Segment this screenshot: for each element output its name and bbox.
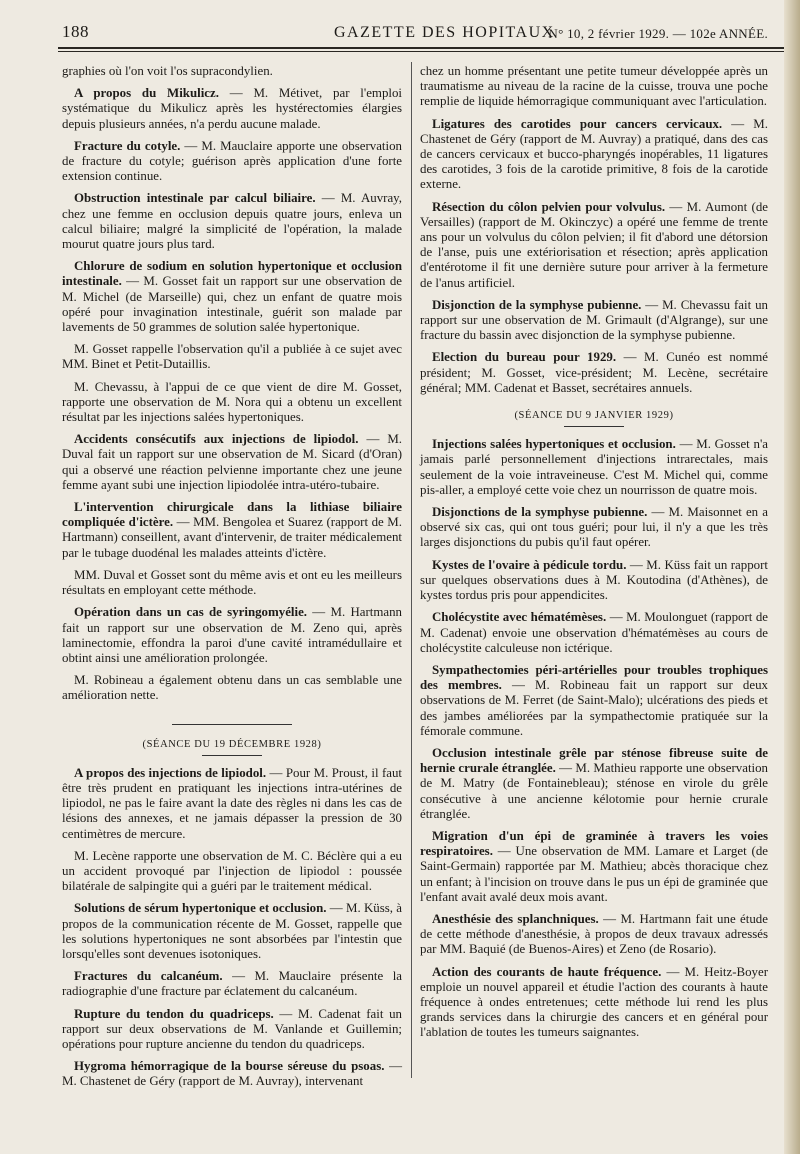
- article-text: — M. Cunéo est nommé président; M. Gosset, vice-président; M. Lecène, secrétaire général; MM. Cadenat et Basset, secrétaires annuels.: [420, 350, 768, 395]
- article-paragraph: [62, 191, 402, 252]
- article-title: Injections salées hypertoniques et occlusion.: [432, 437, 676, 452]
- article-paragraph: [62, 259, 402, 335]
- article-paragraph: [420, 64, 768, 110]
- issue-line: N° 10, 2 février 1929. — 102e ANNÉE.: [548, 26, 768, 41]
- article-text: — M. Chastenet de Géry (rapport de M. Auvray) a pratiqué, dans des cas de cancers cervicaux et bucco-pharyngés inopérables, 11 ligatures des carotides, 3 fois de la carotide primitive, 8 fois de la carotide externe.: [420, 116, 768, 192]
- article-paragraph: [420, 558, 768, 604]
- article-title: Occlusion intestinale grêle par sténose fibreuse suite de hernie crurale étranglée.: [420, 745, 768, 776]
- article-title: Cholécystite avec hématémèses.: [432, 610, 607, 625]
- page-number: 188: [62, 22, 89, 41]
- article-text: — M. Küss fait un rapport sur quelques observations dues à M. Koutodina (d'Athènes), de kystes tordus pris pour appendicites.: [420, 557, 768, 603]
- article-text: — M. Maisonnet en a observé six cas, qui ont tous guéri; pour lui, il n'y a que les très larges disjonctions du pubis qu'il faut opérer.: [420, 505, 768, 550]
- article-text: — M. Aumont (de Versailles) (rapport de M. Okinczyc) a opéré une femme de trente ans pour un volvulus du côlon pelvien; il fit d'abord une détorsion de l'anse, puis une extériorisation et résection; après application d'entérotome il fit une dernière suture pour arriver à la fermeture de l'anus artificiel.: [420, 199, 769, 290]
- article-paragraph: [420, 663, 768, 739]
- article-text: — M. Cadenat fait un rapport sur deux observations de M. Vanlande et Guillemin; opérations pour rupture ancienne du tendon du quadriceps.: [62, 1006, 402, 1051]
- article-title: A propos du Mikulicz.: [74, 86, 219, 101]
- article-title: Obstruction intestinale par calcul biliaire.: [74, 191, 316, 206]
- article-text: M. Robineau a également obtenu dans un cas semblable une amélioration nette.: [62, 673, 402, 703]
- article-text: — M. Métivet, par l'emploi systématique du Mikulicz après les hystérectomies élargies depuis plusieurs années, n'a perdu aucune malade.: [62, 86, 402, 131]
- header-rule-thick: [58, 47, 784, 49]
- article-paragraph: [420, 912, 768, 958]
- article-title: Fracture du cotyle.: [74, 138, 181, 153]
- article-text: — M. Hartmann fait une étude de cette méthode d'anesthésie, à propos de deux travaux adressés par MM. Baquié (de Buenos-Aires) et Zeno (de Rosario).: [420, 911, 768, 957]
- article-paragraph: [62, 1007, 402, 1053]
- article-text: — MM. Bengolea et Suarez (rapport de M. Hartmann) conseillent, avant d'intervenir, de traiter médicalement par le tubage duodénal les malades atteints d'ictère.: [62, 515, 402, 560]
- article-text: — M. Mauclaire apporte une observation de fracture du cotyle; guérison après application d'une forte extension continue.: [62, 138, 402, 184]
- article-paragraph: [62, 605, 402, 666]
- session-rule: [202, 755, 262, 756]
- header-rule-thin: [58, 51, 784, 52]
- article-title: A propos des injections de lipiodol.: [74, 765, 267, 780]
- article-text: — M. Robineau fait un rapport sur deux observations de M. Ferret (de Saint-Malo); ulcérations des pieds et des jambes améliorées par la sympathectomie pratiquée sur la fémorale commune.: [420, 678, 768, 738]
- article-text: — M. Heitz-Boyer emploie un nouvel appareil et étudie l'action des courants à haute fréquence à ondes entretenues; cette méthode lui rend les plus grands services dans la chirurgie des cancers et en général pour l'ablation de toutes les tumeurs saignantes.: [420, 964, 768, 1040]
- article-title: Ligatures des carotides pour cancers cervicaux.: [432, 116, 723, 131]
- article-paragraph: [62, 766, 402, 842]
- article-text: — M. Duval fait un rapport sur une observation de M. Sicard (d'Oran) qui a observé une réaction pelvienne importante chez une jeune femme ayant subi une injection lipiodolée intra-utéro-tubaire.: [62, 432, 402, 492]
- page-edge-shadow: [784, 0, 800, 1154]
- article-title: Anesthésie des splanchniques.: [432, 911, 599, 926]
- article-paragraph: [420, 117, 768, 193]
- article-text: — M. Gosset n'a jamais parlé personnellement d'injections intrarectales, mais seulement de la voie intraveineuse. C'est M. Michel qui, comme pis-aller, a employé cette voie chez un nourrisson de quatre mois.: [420, 437, 768, 497]
- article-paragraph: [420, 829, 768, 905]
- article-title: Accidents consécutifs aux injections de lipiodol.: [74, 432, 359, 447]
- article-text: M. Lecène rapporte une observation de M. C. Béclère qui a eu un accident provoqué par l'injection de lipiodol : poussée bilatérale de salpingite qui a guéri par le traitement médical.: [62, 848, 402, 894]
- article-title: Opération dans un cas de syringomyélie.: [74, 605, 308, 620]
- article-paragraph: [62, 86, 402, 132]
- article-text: — M. Mauclaire présente la radiographie d'une fracture par éclatement du calcanéum.: [62, 969, 402, 999]
- article-title: Election du bureau pour 1929.: [432, 350, 617, 365]
- journal-title: GAZETTE DES HOPITAUX: [334, 24, 555, 41]
- article-paragraph: [62, 342, 402, 372]
- article-title: Disjonctions de la symphyse pubienne.: [432, 505, 648, 520]
- article-paragraph: [62, 901, 402, 962]
- article-title: Solutions de sérum hypertonique et occlusion.: [74, 901, 327, 916]
- article-title: Chlorure de sodium en solution hypertonique et occlusion intestinale.: [62, 259, 402, 289]
- article-title: Rupture du tendon du quadriceps.: [74, 1006, 274, 1021]
- article-paragraph: [420, 200, 768, 291]
- article-paragraph: [420, 746, 768, 822]
- article-paragraph: [62, 139, 402, 185]
- article-title: Action des courants de haute fréquence.: [432, 964, 662, 979]
- article-title: Disjonction de la symphyse pubienne.: [432, 297, 642, 312]
- article-paragraph: [62, 380, 402, 426]
- article-paragraph: [62, 64, 402, 79]
- article-text: — M. Küss, à propos de la communication récente de M. Gosset, rappelle que les solutions hypertoniques ne sont absorbées par l'intestin que lorsqu'elles sont devenues isotoniques.: [62, 901, 403, 961]
- section-rule: [172, 724, 292, 725]
- article-text: — M. Moulonguet (rapport de M. Cadenat) envoie une observation d'hématémèses au cours de cholécystite calculeuse non ictérique.: [420, 610, 769, 655]
- article-text: — M. Auvray, chez une femme en occlusion depuis quatre jours, enleva un calcul biliaire; malgré la simplicité de l'opération, la malade mourut quatre jours plus tard.: [62, 191, 403, 252]
- article-title: Kystes de l'ovaire à pédicule tordu.: [432, 557, 627, 572]
- session-rule: [564, 426, 624, 427]
- article-text: — Pour M. Proust, il faut être très prudent en pratiquant les injections intra-utérines de lipiodol, ne pas le faire avant la date des règles ni dans les cas de lésions des annexes, et ne jamais dépasser la pression de 30 centimètres de mercure.: [62, 765, 402, 841]
- article-title: L'intervention chirurgicale dans la lithiase biliaire compliquée d'ictère.: [62, 500, 402, 530]
- column-divider: [411, 62, 412, 1078]
- article-text: M. Chevassu, à l'appui de ce que vient de dire M. Gosset, rapporte une observation de M. Nora qui a obtenu un excellent résultat par les injections salées hypertoniques.: [62, 379, 402, 425]
- session-heading: (SÉANCE DU 19 DÉCEMBRE 1928): [142, 738, 322, 750]
- article-paragraph: [62, 1059, 402, 1089]
- article-paragraph: [420, 610, 768, 656]
- right-column: [420, 64, 768, 1048]
- article-text: MM. Duval et Gosset sont du même avis et ont eu les meilleurs résultats en employant cette méthode.: [62, 567, 402, 598]
- article-paragraph: [62, 969, 402, 999]
- article-title: Fractures du calcanéum.: [74, 969, 223, 984]
- article-paragraph: [420, 437, 768, 498]
- article-paragraph: [62, 568, 402, 598]
- article-text: chez un homme présentant une petite tumeur développée après un traumatisme au niveau de la racine de la cuisse, trouva une poche remplie de liquide hémorragique communiquant avec l'articulation.: [420, 64, 768, 109]
- article-text: — M. Chastenet de Géry (rapport de M. Auvray), intervenant: [62, 1059, 402, 1089]
- article-paragraph: [420, 350, 768, 396]
- article-paragraph: [420, 298, 768, 344]
- article-text: M. Gosset rappelle l'observation qu'il a publiée à ce sujet avec MM. Binet et Petit-Dutaillis.: [62, 342, 402, 372]
- article-paragraph: [62, 849, 402, 895]
- left-column: [62, 64, 402, 1097]
- session-heading: (SÉANCE DU 9 JANVIER 1929): [514, 410, 674, 422]
- article-title: Sympathectomies péri-artérielles pour troubles trophiques des membres.: [420, 662, 768, 693]
- article-text: — M. Mathieu rapporte une observation de M. Matry (de Fontainebleau); sténose en virole du grêle consécutive à une ancienne kélotomie pour hernie crurale étranglée.: [420, 761, 769, 821]
- article-paragraph: [420, 505, 768, 551]
- article-title: Migration d'un épi de graminée à travers les voies respiratoires.: [420, 828, 768, 859]
- article-paragraph: [62, 673, 402, 703]
- page-header: [62, 20, 782, 46]
- article-text: — M. Chevassu fait un rapport sur une observation de M. Grimault (d'Algrange), sur une fracture du bassin avec disjonction de la symphyse pubienne.: [420, 297, 768, 343]
- article-paragraph: [420, 965, 768, 1041]
- article-title: Résection du côlon pelvien pour volvulus.: [432, 199, 666, 214]
- article-paragraph: [62, 432, 402, 493]
- article-text: — Une observation de MM. Lamare et Larget (de Saint-Germain) rapportée par M. Mathieu; abcès thoracique chez un enfant; à l'incision on trouve dans le pus un épi de graminée que l'enfant avait avalé deux mois avant.: [420, 844, 768, 904]
- article-paragraph: [62, 500, 402, 561]
- article-title: Hygroma hémorragique de la bourse séreuse du psoas.: [74, 1059, 385, 1074]
- article-text: — M. Hartmann fait un rapport sur une observation de M. Zeno qui, après laminectomie, effondra la paroi d'une cavité intramédullaire et obtint ainsi une amélioration prolongée.: [62, 605, 402, 665]
- article-text: graphies où l'on voit l'os supracondylien.: [62, 64, 273, 78]
- article-text: — M. Gosset fait un rapport sur une observation de M. Michel (de Marseille) qui, chez un enfant de quatre mois opéré pour invagination intestinale, guérit son malade par lavements de 50 grammes de solution salée hypertonique.: [62, 274, 402, 335]
